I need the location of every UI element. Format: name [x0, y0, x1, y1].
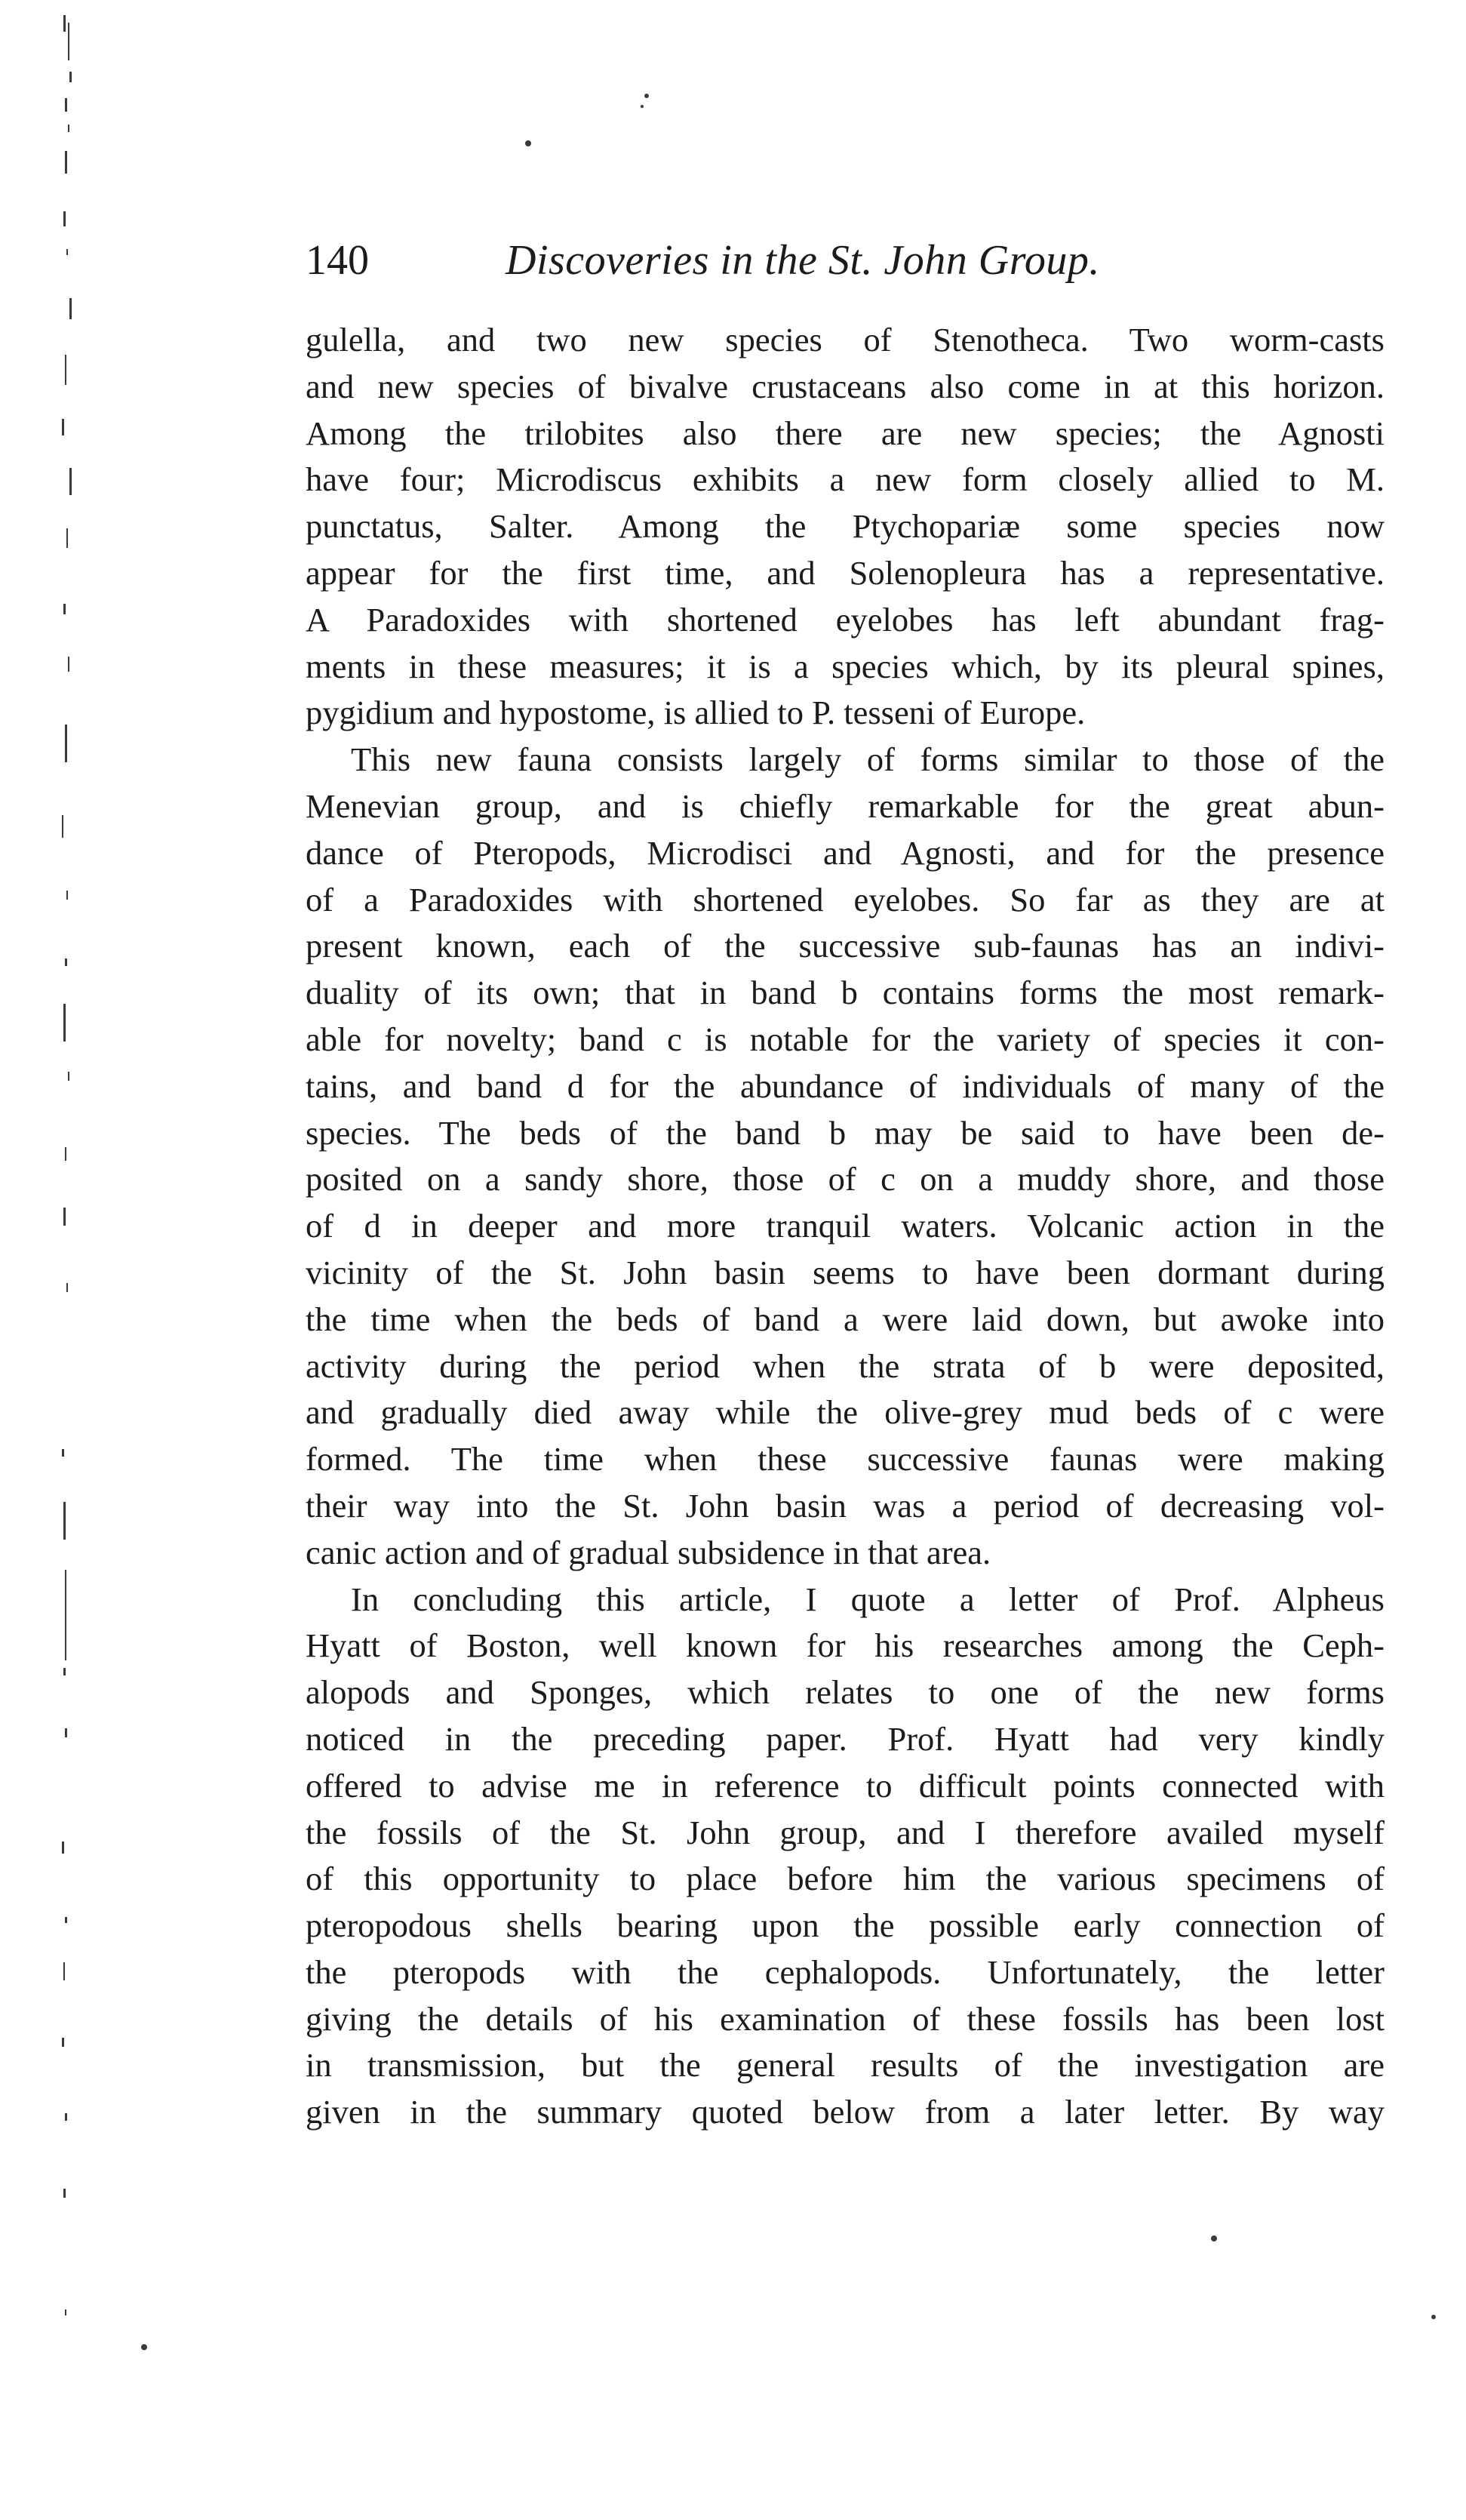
text-line: canic action and of gradual subsidence in that area. — [306, 1533, 991, 1571]
text-line: the fossils of the St. John group, and I therefore availed myself — [306, 1813, 1385, 1851]
text-line: the pteropods with the cephalopods. Unfortunately, the letter — [306, 1952, 1385, 1991]
text-line: offered to advise me in reference to difficult points connected with — [306, 1766, 1385, 1805]
text-line: gulella, and two new species of Stenotheca. Two worm-casts — [306, 321, 1385, 358]
text-line: have four; Microdiscus exhibits a new form closely allied to M. — [306, 460, 1385, 499]
text-line: formed. The time when these successive faunas were making — [306, 1440, 1385, 1478]
text-line: alopods and Sponges, which relates to one of the new forms — [306, 1673, 1385, 1712]
text-line: of a Paradoxides with shortened eyelobes. So far as they are at — [306, 880, 1385, 918]
text-line: of this opportunity to place before him the various specimens of — [306, 1860, 1385, 1898]
text-line: ments in these measures; it is a species which, by its pleural spines, — [306, 647, 1385, 685]
page-number: 140 — [306, 237, 369, 284]
text-line: appear for the first time, and Solenopleura has a representative. — [306, 553, 1385, 592]
text-line: tains, and band d for the abundance of individuals of many of the — [306, 1066, 1385, 1105]
text-line: duality of its own; that in band b contains forms the most remark- — [306, 974, 1385, 1012]
paragraph-first-line: In concluding this article, I quote a letter of Prof. Alpheus — [351, 1580, 1385, 1618]
text-line: dance of Pteropods, Microdisci and Agnosti, and for the presence — [306, 833, 1385, 872]
text-line: able for novelty; band c is notable for the variety of species it con- — [306, 1020, 1385, 1058]
body-text — [306, 317, 1385, 2136]
text-line: pygidium and hypostome, is allied to P. tesseni of Europe. — [306, 694, 1086, 732]
text-line: Among the trilobites also there are new species; the Agnosti — [306, 414, 1385, 452]
paragraph-first-line: This new fauna consists largely of forms similar to those of the — [351, 740, 1385, 779]
text-line: given in the summary quoted below from a later letter. By way — [306, 2093, 1385, 2131]
text-line: in transmission, but the general results of the investigation are — [306, 2046, 1385, 2085]
text-line: their way into the St. John basin was a period of decreasing vol- — [306, 1486, 1385, 1525]
text-line: Hyatt of Boston, well known for his researches among the Ceph- — [306, 1626, 1385, 1665]
running-title: Discoveries in the St. John Group. — [506, 237, 1100, 284]
text-line: giving the details of his examination of these fossils has been lost — [306, 1999, 1385, 2038]
text-line: noticed in the preceding paper. Prof. Hyatt had very kindly — [306, 1719, 1385, 1758]
text-line: A Paradoxides with shortened eyelobes has left abundant frag- — [306, 600, 1385, 638]
text-line: the time when the beds of band a were laid down, but awoke into — [306, 1300, 1385, 1338]
text-line: and gradually died away while the olive-grey mud beds of c were — [306, 1393, 1385, 1432]
text-line: Menevian group, and is chiefly remarkable for the great abun- — [306, 786, 1385, 825]
text-line: present known, each of the successive sub-faunas has an indivi- — [306, 927, 1385, 965]
running-head — [306, 226, 1385, 294]
text-line: of d in deeper and more tranquil waters. Volcanic action in the — [306, 1207, 1385, 1245]
text-line: activity during the period when the strata of b were deposited, — [306, 1346, 1385, 1385]
text-line: pteropodous shells bearing upon the possible early connection of — [306, 1906, 1385, 1945]
text-line: punctatus, Salter. Among the Ptychopariæ some species now — [306, 507, 1385, 546]
text-line: and new species of bivalve crustaceans also come in at this horizon. — [306, 367, 1385, 405]
text-line: vicinity of the St. John basin seems to have been dormant during — [306, 1253, 1385, 1291]
text-line: posited on a sandy shore, those of c on a muddy shore, and those — [306, 1160, 1385, 1198]
text-line: species. The beds of the band b may be said to have been de- — [306, 1113, 1385, 1152]
